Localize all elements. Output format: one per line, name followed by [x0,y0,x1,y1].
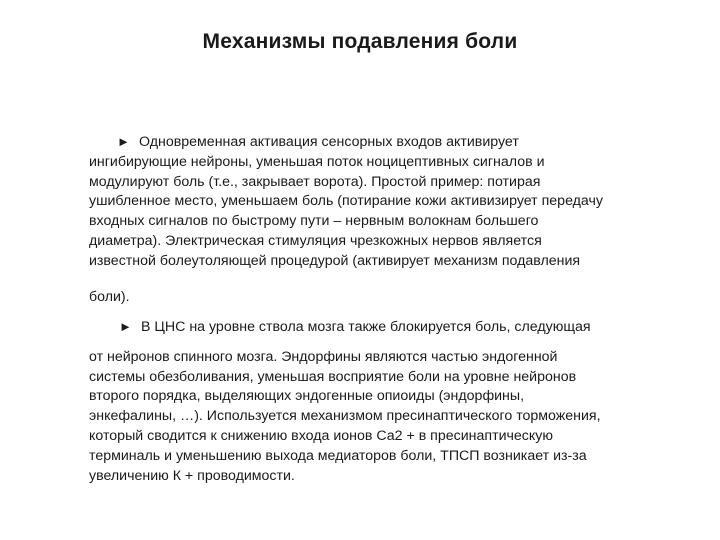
paragraph-1-line-8: боли). [89,288,130,305]
paragraph-1-line-3: модулируют боль (т.е., закрывает ворота). Простой пример: потирая [89,173,541,190]
paragraph-2-line-2: от нейронов спинного мозга. Эндорфины являются частью эндогенной [89,348,558,365]
paragraph-2-line-1-text: В ЦНС на уровне ствола мозга также блокируется боль, следующая [141,319,591,335]
slide-title: Механизмы подавления боли [202,30,518,53]
paragraph-2-line-4: второго порядка, выделяющих эндогенные опиоиды (эндорфины, [89,388,525,405]
bullet-arrow-icon: ► [119,319,132,334]
paragraph-1-line-7: известной болеутоляющей процедурой (активирует механизм подавления [89,252,581,269]
paragraph-2 [89,317,601,486]
paragraph-2-line-5: энкефалины, …). Используется механизмом пресинаптического торможения, [89,408,601,425]
paragraph-1-line-1 [89,132,603,153]
paragraph-1-line-5: входных сигналов по быстрому пути – нервным волокнам большего [89,213,539,230]
paragraph-2-line-8: увеличению К + проводимости. [89,467,295,484]
paragraph-1-line-4: ушибленное место, уменьшаем боль (потирание кожи активизирует передачу [89,193,603,210]
paragraph-1-line-6: диаметра). Электрическая стимуляция чрезкожных нервов является [89,232,542,249]
paragraph-2-line-3: системы обезболивания, уменьшая восприятие боли на уровне нейронов [89,368,577,385]
paragraph-2-line-7: терминаль и уменьшению выхода медиаторов боли, ТПСП возникает из-за [89,447,587,464]
bullet-arrow-icon: ► [117,134,130,149]
paragraph-1-line-2: ингибирующие нейроны, уменьшая поток ноцицептивных сигналов и [89,153,545,170]
paragraph-1-line-1-text: Одновременная активация сенсорных входов активирует [139,134,519,150]
paragraph-2-line-6: который сводится к снижению входа ионов Са2 + в пресинаптическую [89,427,553,444]
paragraph-2-line-1 [89,317,601,338]
paragraph-1 [89,132,603,307]
